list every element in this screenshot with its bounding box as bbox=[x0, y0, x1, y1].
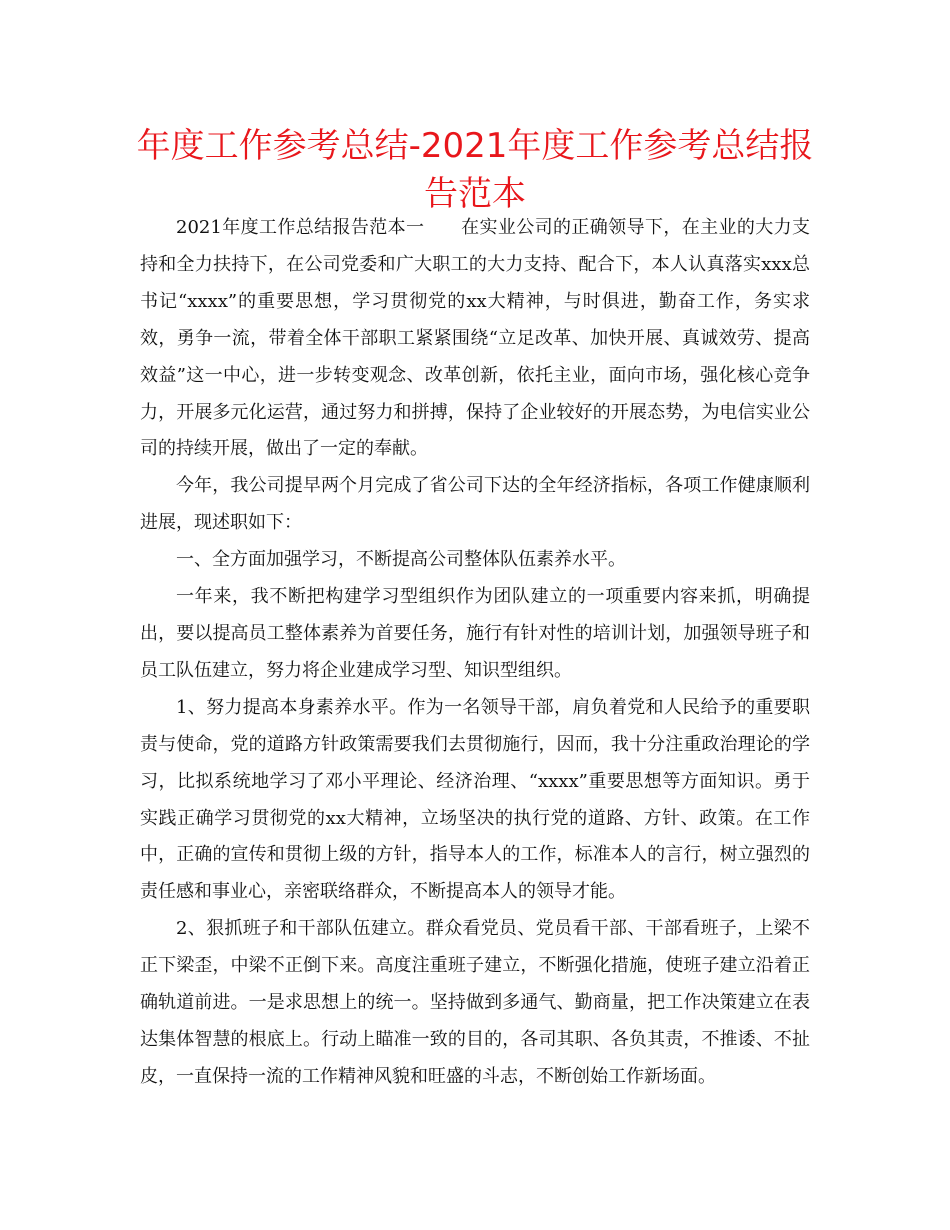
section-heading-1: 一、全方面加强学习，不断提高公司整体队伍素养水平。 bbox=[176, 549, 626, 571]
paragraph-summary: 今年，我公司提早两个月完成了省公司下达的全年经济指标，各项工作健康顺利进展，现述职如下： bbox=[140, 475, 810, 534]
paragraph-item-1: 1、努力提高本身素养水平。作为一名领导干部，肩负着党和人民给予的重要职责与使命，党的道路方针政策需要我们去贯彻施行，因而，我十分注重政治理论的学习，比拟系统地学习了邓小平理论、经济治理、“xxxx”重要思想等方面知识。勇于实践正确学习贯彻党的xx大精神，立场坚决的执行党的道路、方针、政策。在工作中，正确的宣传和贯彻上级的方针，指导本人的工作，标准本人的言行，树立强烈的责任感和事业心，亲密联络群众，不断提高本人的领导才能。 bbox=[140, 696, 810, 903]
paragraph-item-2: 2、狠抓班子和干部队伍建立。群众看党员、党员看干部、干部看班子，上梁不正下梁歪，中梁不正倒下来。高度注重班子建立，不断强化措施，使班子建立沿着正确轨道前进。一是求思想上的统一。坚持做到多通气、勤商量，把工作决策建立在表达集体智慧的根底上。行动上瞄准一致的目的，各司其职、各负其责，不推诿、不扯皮，一直保持一流的工作精神风貌和旺盛的斗志，不断创始工作新场面。 bbox=[140, 918, 810, 1087]
document-body bbox=[140, 210, 810, 1096]
document-title: 年度工作参考总结-2021年度工作参考总结报告范本 bbox=[136, 126, 814, 214]
paragraph-intro: 2021年度工作总结报告范本一 在实业公司的正确领导下，在主业的大力支持和全力扶持下，在公司党委和广大职工的大力支持、配合下，本人认真落实xxx总书记“xxxx”的重要思想，学习贯彻党的xx大精神，与时俱进，勤奋工作，务实求效，勇争一流，带着全体干部职工紧紧围绕“立足改革、加快开展、真诚效劳、提高效益”这一中心，进一步转变观念、改革创新，依托主业，面向市场，强化核心竞争力，开展多元化运营，通过努力和拼搏，保持了企业较好的开展态势，为电信实业公司的持续开展，做出了一定的奉献。 bbox=[140, 217, 810, 460]
paragraph-learning-org: 一年来，我不断把构建学习型组织作为团队建立的一项重要内容来抓，明确提出，要以提高员工整体素养为首要任务，施行有针对性的培训计划，加强领导班子和员工队伍建立，努力将企业建成学习型、知识型组织。 bbox=[140, 586, 810, 681]
